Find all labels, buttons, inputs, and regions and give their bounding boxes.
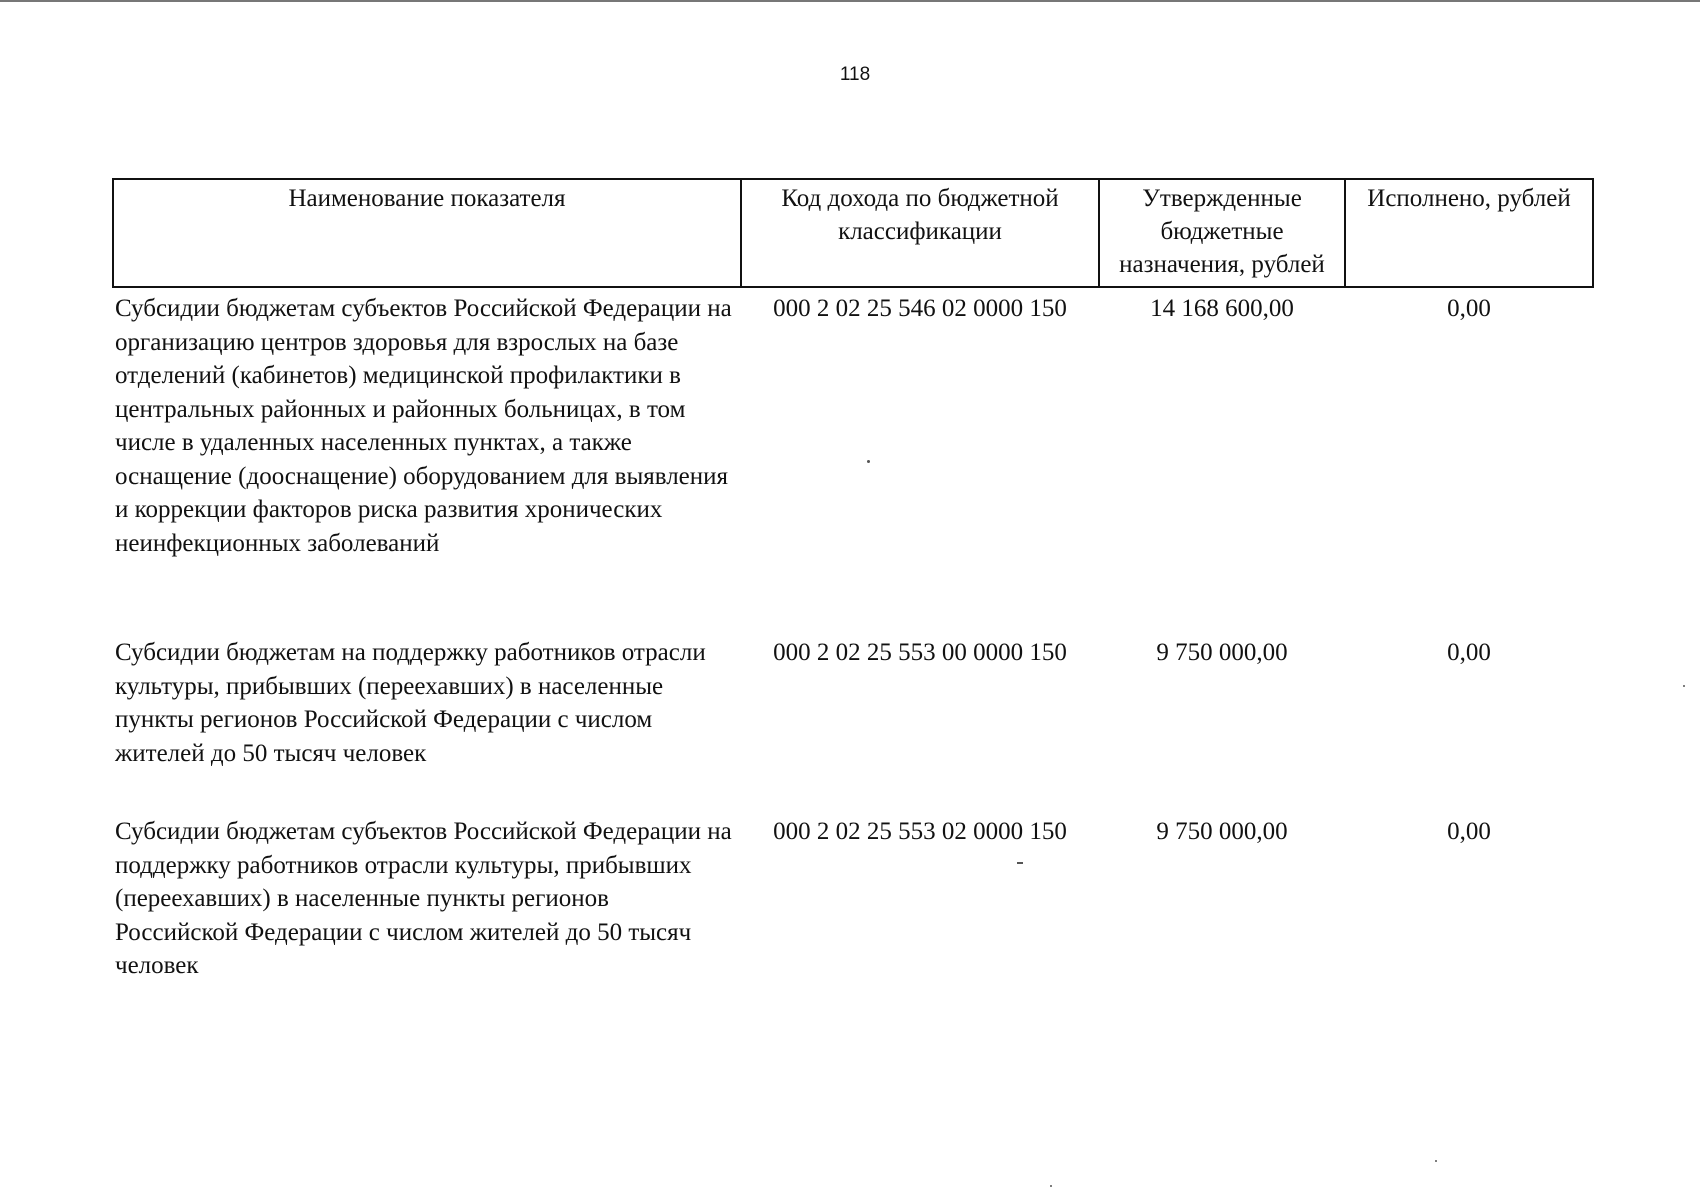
scan-speck — [1050, 1185, 1052, 1187]
cell-approved: 9 750 000,00 — [1156, 639, 1288, 666]
header-code: Код дохода по бюджетной классификации — [741, 179, 1099, 287]
cell-executed: 0,00 — [1447, 818, 1491, 845]
header-name: Наименование показателя — [113, 179, 741, 287]
cell-approved: 14 168 600,00 — [1150, 295, 1294, 322]
cell-name: Субсидии бюджетам на поддержку работников отрасли культуры, прибывших (переехавших) в населенные пункты регионов Российской Федерации с числом жителей до 50 тысяч человек — [115, 639, 706, 767]
scan-speck — [1683, 685, 1685, 687]
header-row — [113, 179, 1593, 287]
cell-code: 000 2 02 25 546 02 0000 150 — [773, 295, 1067, 322]
cell-executed: 0,00 — [1447, 295, 1491, 322]
scan-speck — [867, 460, 870, 463]
header-approved: Утвержденные бюджетные назначения, рублей — [1099, 179, 1345, 287]
cell-code: 000 2 02 25 553 00 0000 150 — [773, 639, 1067, 666]
cell-executed: 0,00 — [1447, 639, 1491, 666]
cell-name: Субсидии бюджетам субъектов Российской Федерации на организацию центров здоровья для взрослых на базе отделений (кабинетов) медицинской профилактики в центральных районных и районных больницах, в том числе в удаленных населенных пунктах, а также оснащение (дооснащение) оборудованием для выявления и коррекции факторов риска развития хронических неинфекционных заболеваний — [115, 295, 732, 557]
cell-name: Субсидии бюджетам субъектов Российской Федерации на поддержку работников отрасли культуры, прибывших (переехавших) в населенные пункты регионов Российской Федерации с числом жителей до 50 тысяч человек — [115, 818, 732, 979]
table-header — [113, 179, 1593, 287]
scan-speck — [1017, 862, 1023, 864]
table-row — [113, 632, 1593, 811]
table-body — [113, 287, 1593, 985]
table-row — [113, 287, 1593, 632]
scan-speck — [1435, 1160, 1437, 1162]
budget-table — [112, 178, 1594, 985]
header-executed: Исполнено, рублей — [1345, 179, 1593, 287]
cell-code: 000 2 02 25 553 02 0000 150 — [773, 818, 1067, 845]
table-row — [113, 811, 1593, 985]
page-number: 118 — [839, 64, 871, 85]
cell-approved: 9 750 000,00 — [1156, 818, 1288, 845]
scan-top-edge — [0, 0, 1700, 2]
